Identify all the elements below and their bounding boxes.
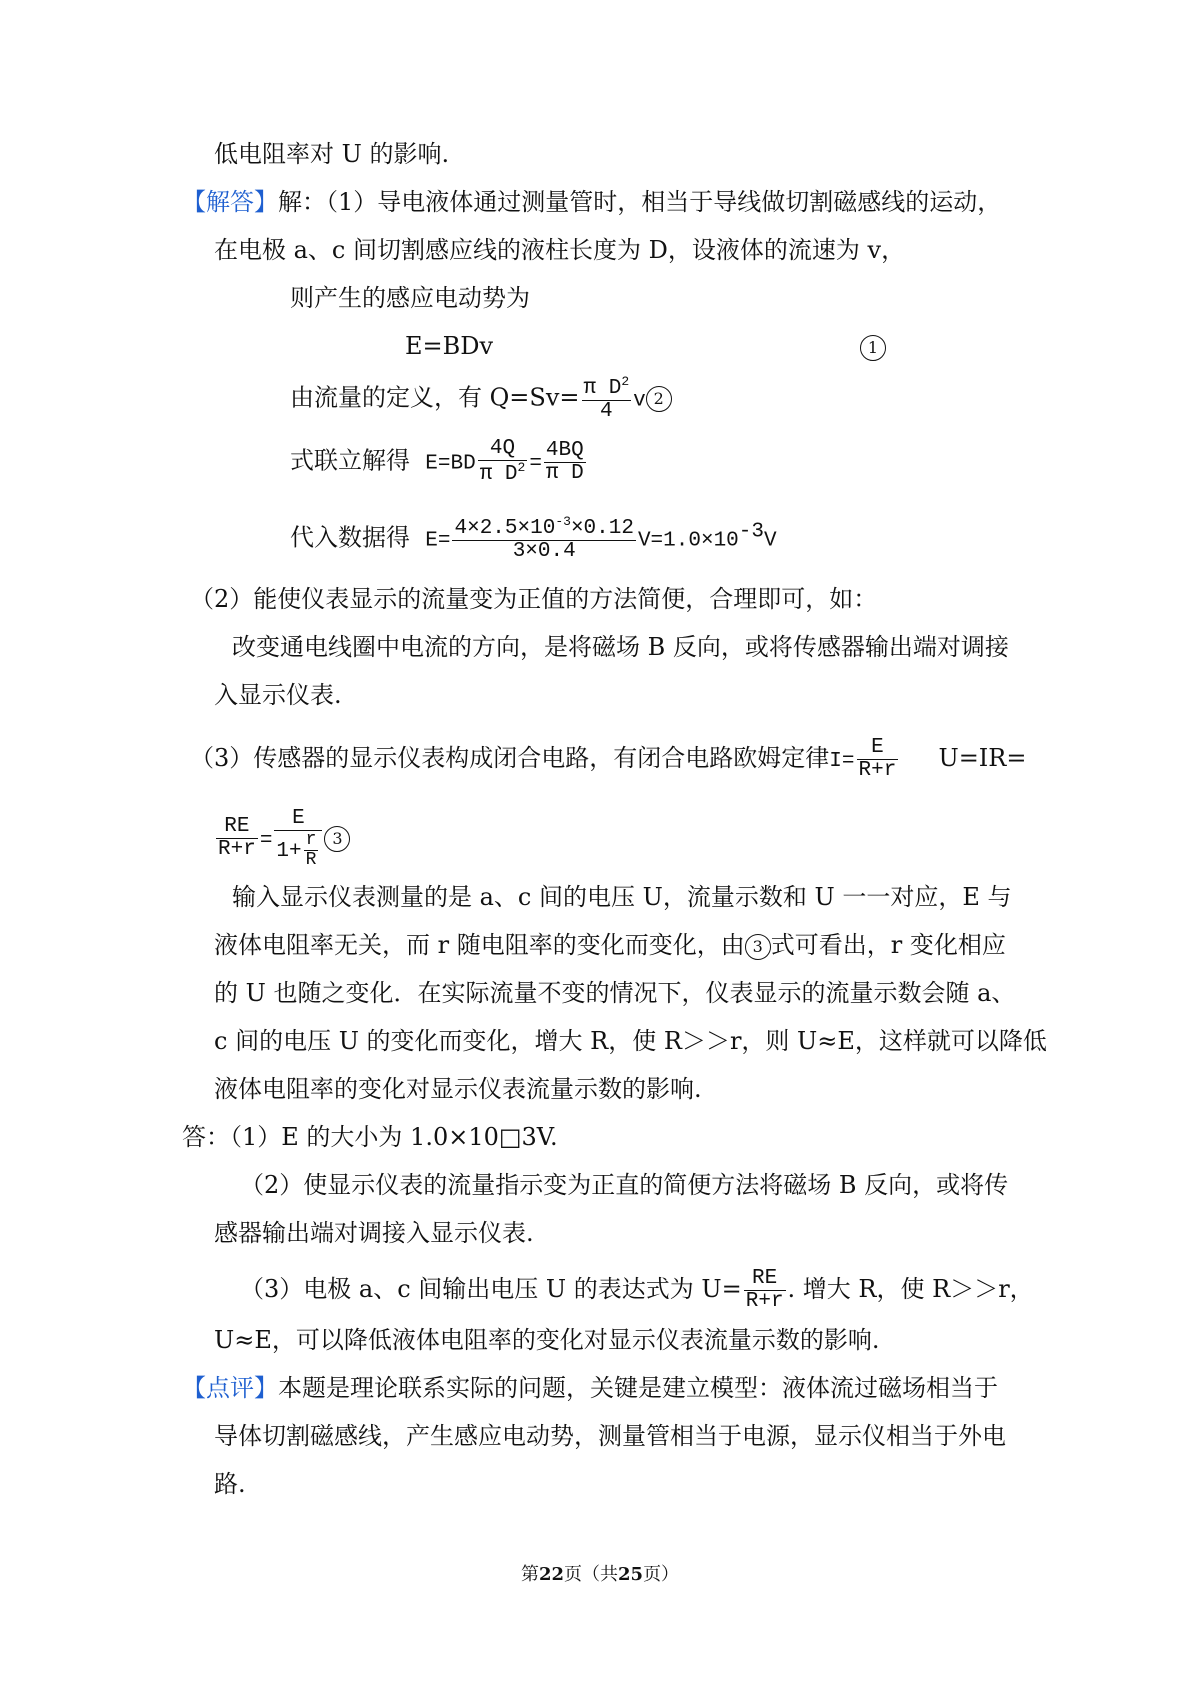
text-line: （2）能使仪表显示的流量变为正值的方法简便，合理即可，如：: [190, 585, 878, 613]
text-line: U≈E，可以降低液体电阻率的变化对显示仪表流量示数的影响.: [214, 1326, 880, 1354]
circled-number: 2: [646, 386, 672, 412]
fraction: E 1+ $\frac{r}{R}$: [274, 808, 322, 870]
equation-number: [860, 330, 886, 362]
fraction: $\frac{4\times 2.5\times 10^{-3}\times 0.12}{3\times 0.4}$: [454, 514, 634, 564]
equation-4-line: 代入数据得 E= $\frac{4\times 2.5\times 10^{-3}\times 0.12}{3\times 0.4}$ $V=1.0\times 10^{-3}V$: [290, 514, 777, 564]
fraction: $\frac{\pi D^2}{4}$: [583, 374, 630, 424]
text-line: 在电极 a、c 间切割感应线的液柱长度为 D，设液体的流速为 v，: [214, 236, 906, 264]
equation-7-line: （3）电极 a、c 间输出电压 U 的表达式为 U= $\frac{RE}{R+r}$ . 增大 R，使 R＞＞r，: [240, 1267, 1034, 1314]
page-total: 25: [618, 1564, 644, 1585]
fraction: $\frac{RE}{R+r}$: [745, 1267, 784, 1314]
fraction: $\frac{4Q}{\pi D^2}$: [479, 437, 526, 487]
page-number: 22: [538, 1564, 564, 1585]
circled-number: 3: [324, 826, 350, 852]
text-line: 输入显示仪表测量的是 a、c 间的电压 U，流量示数和 U 一一对应，E 与: [232, 883, 1012, 911]
text-line: 液体电阻率的变化对显示仪表流量示数的影响.: [214, 1075, 702, 1103]
text-line: 答：（1）E 的大小为 1.0×10□3V.: [182, 1123, 558, 1151]
equation-6-line: $\frac{RE}{R+r}$ = E 1+ $\frac{r}{R}$ 3: [214, 808, 350, 870]
text-line: 则产生的感应电动势为: [290, 284, 530, 312]
text-line: 解：（1）导电液体通过测量管时，相当于导线做切割磁感线的运动，: [278, 188, 1002, 216]
text-line: 入显示仪表.: [214, 681, 342, 709]
text-line: （3）电极 a、c 间输出电压 U 的表达式为 U=: [240, 1275, 742, 1304]
text-line: （2）使显示仪表的流量指示变为正直的简便方法将磁场 B 反向，或将传: [240, 1171, 1009, 1199]
text-line: 本题是理论联系实际的问题，关键是建立模型：液体流过磁场相当于: [278, 1374, 998, 1402]
circled-number: 1: [860, 335, 886, 361]
text-line: 代入数据得: [290, 523, 410, 552]
text-line: 导体切割磁感线，产生感应电动势，测量管相当于电源，显示仪相当于外电: [214, 1422, 1006, 1450]
fraction: $\frac{4BQ}{\text{π D}}$: [545, 438, 584, 485]
answer-tag: 【解答】: [182, 188, 278, 216]
text-line: 的 U 也随之变化．在实际流量不变的情况下，仪表显示的流量示数会随 a、: [214, 979, 1016, 1007]
text-line: c 间的电压 U 的变化而变化，增大 R，使 R＞＞r，则 U≈E，这样就可以降低: [214, 1027, 1047, 1055]
equation-2-line: 由流量的定义，有 Q=Sv= $\frac{\pi D^2}{4}$ v 2: [290, 375, 672, 423]
equation-3-line: 式联立解得 E=BD $\frac{4Q}{\pi D^2}$ = $\frac{4BQ}{\text{π D}}$: [290, 437, 584, 487]
text-line: （3）传感器的显示仪表构成闭合电路，有闭合电路欧姆定律: [190, 744, 830, 773]
text-line: 液体电阻率无关，而 r 随电阻率的变化而变化，由 3 式可看出，r 变化相应: [214, 931, 1006, 959]
text-line: 路.: [214, 1470, 246, 1498]
answer-paragraph: [182, 186, 1001, 218]
fraction: $\frac{RE}{R+r}$: [218, 815, 256, 862]
text-line: 由流量的定义，有 Q=Sv=: [290, 383, 580, 412]
fraction: $\frac{E}{R+r}$: [858, 736, 897, 783]
text-line: 低电阻率对 U 的影响.: [214, 140, 450, 168]
equation-1: E=BDv: [405, 332, 494, 360]
text-line: 式联立解得: [290, 446, 410, 475]
comment-tag: 【点评】: [182, 1374, 278, 1402]
equation-5-line: （3）传感器的显示仪表构成闭合电路，有闭合电路欧姆定律I= $\frac{E}{R+r}$ U=IR=: [190, 736, 1027, 783]
text-line: 改变通电线圈中电流的方向，是将磁场 B 反向，或将传感器输出端对调接: [232, 633, 1009, 661]
comment-paragraph: [182, 1372, 998, 1404]
page-footer: 第22页（共25页）: [520, 1564, 680, 1585]
text-line: 感器输出端对调接入显示仪表.: [214, 1219, 534, 1247]
circled-number: 3: [745, 934, 771, 960]
